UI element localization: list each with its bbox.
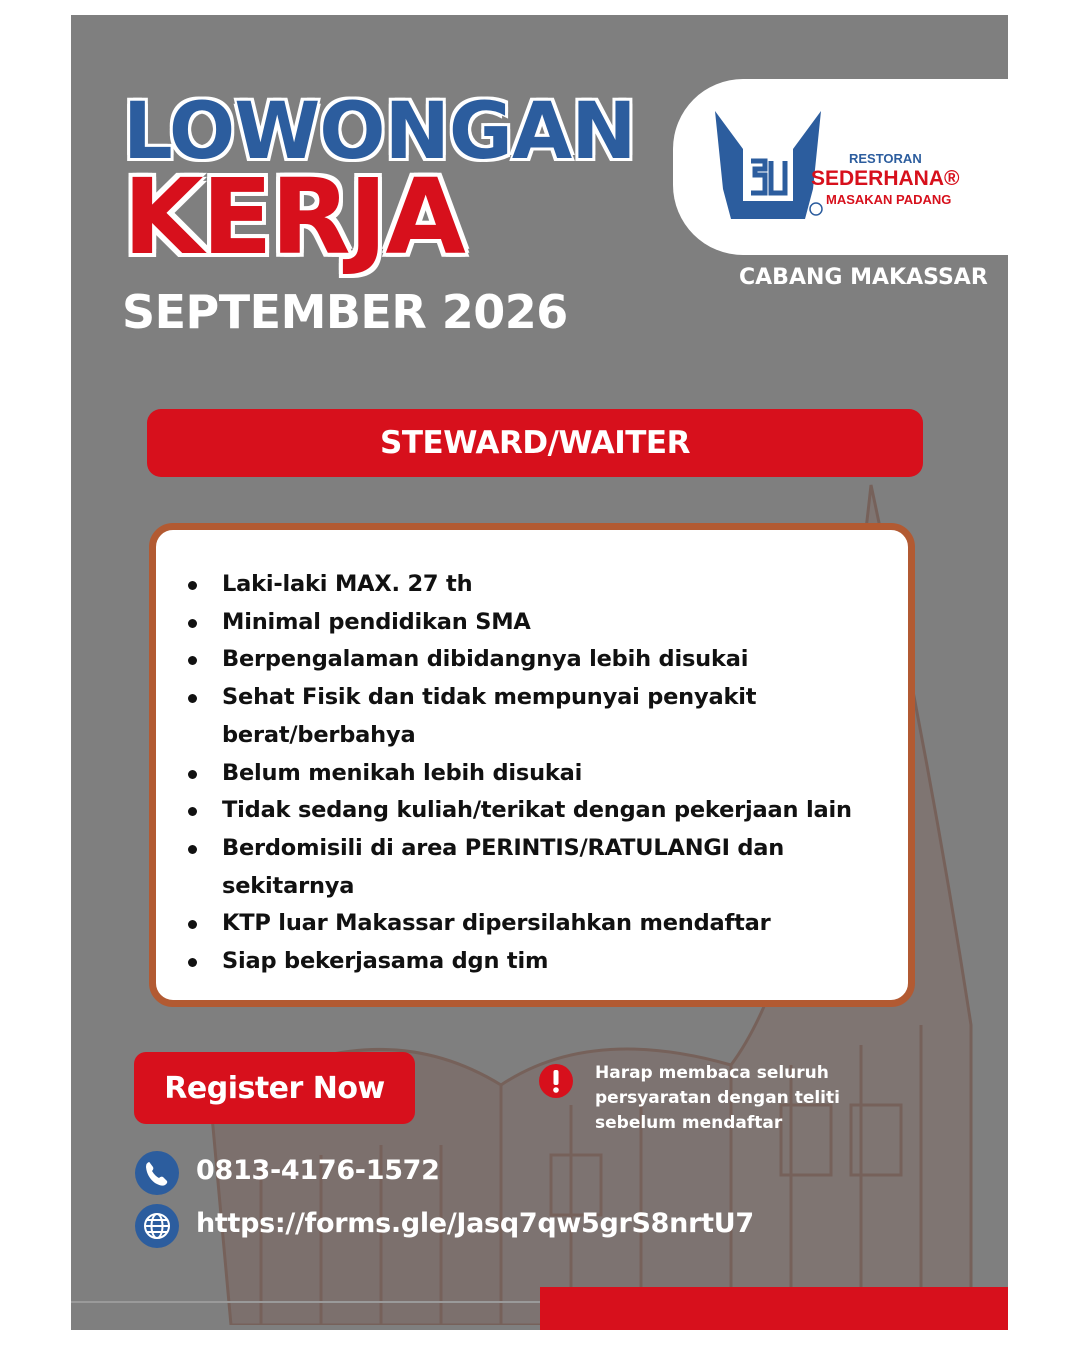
position-banner bbox=[147, 409, 923, 477]
requirement-item: Laki-laki MAX. 27 th bbox=[188, 566, 908, 604]
bullet-icon bbox=[188, 807, 197, 816]
headline-lowongan: LOWONGAN bbox=[123, 87, 636, 177]
notice-text: Harap membaca seluruh persyaratan dengan teliti sebelum mendaftar bbox=[595, 1063, 840, 1133]
requirement-item: Sehat Fisik dan tidak mempunyai penyakit berat/berbahya bbox=[188, 679, 908, 754]
globe-icon bbox=[135, 1204, 179, 1248]
bullet-icon bbox=[188, 920, 197, 929]
footer-red-bar bbox=[540, 1287, 1008, 1330]
bullet-icon bbox=[188, 845, 197, 854]
headline-kerja: KERJA bbox=[123, 156, 464, 278]
bullet-icon bbox=[188, 770, 197, 779]
exclamation-icon bbox=[538, 1063, 574, 1099]
bullet-icon bbox=[188, 581, 197, 590]
requirement-item: Berpengalaman dibidangnya lebih disukai bbox=[188, 641, 908, 679]
poster bbox=[71, 15, 1008, 1330]
branch-label: CABANG MAKASSAR bbox=[739, 265, 988, 290]
requirement-item: Siap bekerjasama dgn tim bbox=[188, 943, 908, 981]
bullet-icon bbox=[188, 656, 197, 665]
phone-number[interactable]: 0813-4176-1572 bbox=[196, 1155, 440, 1186]
brand-name: SEDERHANA® bbox=[811, 167, 960, 190]
position-title: STEWARD/WAITER bbox=[380, 425, 690, 461]
requirement-item: Belum menikah lebih disukai bbox=[188, 755, 908, 793]
requirement-item: Tidak sedang kuliah/terikat dengan pekerjaan lain bbox=[188, 792, 908, 830]
sederhana-logo-icon bbox=[713, 109, 823, 225]
requirement-item: KTP luar Makassar dipersilahkan mendaftar bbox=[188, 905, 908, 943]
phone-icon bbox=[135, 1151, 179, 1195]
brand-tagline: MASAKAN PADANG bbox=[826, 192, 952, 207]
bullet-icon bbox=[188, 694, 197, 703]
register-now-label: Register Now bbox=[164, 1070, 385, 1106]
requirement-item: Berdomisili di area PERINTIS/RATULANGI dan sekitarnya bbox=[188, 830, 908, 905]
requirements-list bbox=[188, 566, 908, 981]
requirement-item: Minimal pendidikan SMA bbox=[188, 604, 908, 642]
registration-link[interactable]: https://forms.gle/Jasq7qw5grS8nrtU7 bbox=[196, 1208, 754, 1239]
register-now-button[interactable] bbox=[134, 1052, 415, 1124]
headline-date: SEPTEMBER 2026 bbox=[122, 285, 568, 339]
bullet-icon bbox=[188, 958, 197, 967]
bullet-icon bbox=[188, 619, 197, 628]
brand-logo-panel bbox=[673, 79, 1008, 255]
brand-restoran: RESTORAN bbox=[849, 151, 922, 166]
requirements-box bbox=[149, 523, 915, 1007]
